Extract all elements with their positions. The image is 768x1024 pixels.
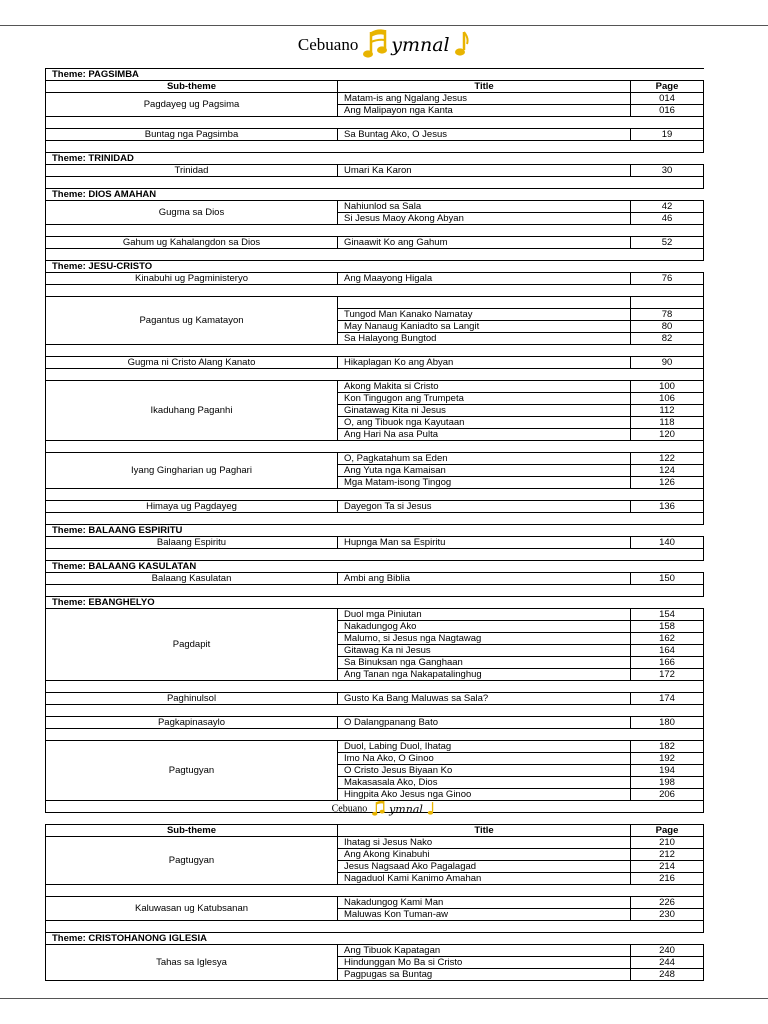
subtheme-cell: Tahas sa Iglesya <box>46 945 338 981</box>
hymn-page: 82 <box>631 333 704 345</box>
subtheme-header: Sub-theme <box>46 825 338 837</box>
hymn-page <box>631 297 704 309</box>
hymn-page: 19 <box>631 129 704 141</box>
bottom-rule <box>0 998 768 999</box>
hymn-title: Matam-is ang Ngalang Jesus <box>338 93 631 105</box>
theme-row <box>46 933 704 945</box>
hymn-page: 016 <box>631 105 704 117</box>
hymnal-logo-small <box>0 800 768 822</box>
hymn-row <box>46 609 704 621</box>
hymn-title: O, ang Tibuok nga Kayutaan <box>338 417 631 429</box>
hymn-page: 166 <box>631 657 704 669</box>
hymn-page: 164 <box>631 645 704 657</box>
hymn-row <box>46 381 704 393</box>
spacer-cell <box>46 489 704 501</box>
hymn-page: 172 <box>631 669 704 681</box>
hymn-title: Sa Buntag Ako, O Jesus <box>338 129 631 141</box>
subtheme-header: Sub-theme <box>46 81 338 93</box>
hymn-row <box>46 945 704 957</box>
hymn-page: 126 <box>631 477 704 489</box>
hymn-title: Duol mga Piniutan <box>338 609 631 621</box>
hymn-row <box>46 501 704 513</box>
hymn-title: Hingpita Ako Jesus nga Ginoo <box>338 789 631 801</box>
subtheme-cell: Kinabuhi ug Pagministeryo <box>46 273 338 285</box>
subtheme-cell: Himaya ug Pagdayeg <box>46 501 338 513</box>
subtheme-cell: Buntag nga Pagsimba <box>46 129 338 141</box>
spacer-cell <box>46 729 704 741</box>
hymn-index-table <box>45 68 704 813</box>
logo-word: Cebuano <box>297 35 359 54</box>
hymn-title: Gusto Ka Bang Maluwas sa Sala? <box>338 693 631 705</box>
spacer-cell <box>46 225 704 237</box>
subtheme-cell: Gahum ug Kahalangdon sa Dios <box>46 237 338 249</box>
hymn-title: Hikaplagan Ko ang Abyan <box>338 357 631 369</box>
hymn-title: Imo Na Ako, O Ginoo <box>338 753 631 765</box>
hymn-title: O, Pagkatahum sa Eden <box>338 453 631 465</box>
hymn-page: 106 <box>631 393 704 405</box>
hymn-row <box>46 741 704 753</box>
spacer-cell <box>46 549 704 561</box>
hymn-title: Gitawag Ka ni Jesus <box>338 645 631 657</box>
title-header: Title <box>338 81 631 93</box>
theme-row <box>46 597 704 609</box>
hymn-title: Ang Malipayon nga Kanta <box>338 105 631 117</box>
theme-heading: Theme: BALAANG ESPIRITU <box>46 525 704 537</box>
hymn-title: Sa Halayong Bungtod <box>338 333 631 345</box>
spacer-cell <box>46 345 704 357</box>
hymn-row <box>46 837 704 849</box>
page-header: Page <box>631 825 704 837</box>
hymn-title: Ang Yuta nga Kamaisan <box>338 465 631 477</box>
logo-script: ymnal <box>389 802 423 816</box>
subtheme-cell: Pagantus ug Kamatayon <box>46 297 338 345</box>
hymn-title: Malumo, si Jesus nga Nagtawag <box>338 633 631 645</box>
spacer-cell <box>46 249 704 261</box>
subtheme-cell: Pagdapit <box>46 609 338 681</box>
hymn-page: 150 <box>631 573 704 585</box>
hymn-page: 198 <box>631 777 704 789</box>
hymn-page: 140 <box>631 537 704 549</box>
theme-row <box>46 525 704 537</box>
hymn-page: 212 <box>631 849 704 861</box>
hymn-page: 124 <box>631 465 704 477</box>
subtheme-cell: Gugma ni Cristo Alang Kanato <box>46 357 338 369</box>
hymn-title: Ang Maayong Higala <box>338 273 631 285</box>
hymn-title: Ginatawag Kita ni Jesus <box>338 405 631 417</box>
hymn-page: 226 <box>631 897 704 909</box>
hymn-row <box>46 201 704 213</box>
spacer-cell <box>46 921 704 933</box>
hymn-row <box>46 237 704 249</box>
music-note-icon <box>363 28 389 62</box>
hymn-row <box>46 453 704 465</box>
hymn-page: 194 <box>631 765 704 777</box>
hymn-title: Mga Matam-isong Tingog <box>338 477 631 489</box>
hymn-page: 30 <box>631 165 704 177</box>
hymn-title: Duol, Labing Duol, Ihatag <box>338 741 631 753</box>
subtheme-cell: Paghinulsol <box>46 693 338 705</box>
subtheme-cell: Balaang Kasulatan <box>46 573 338 585</box>
spacer-row <box>46 177 704 189</box>
hymn-page: 210 <box>631 837 704 849</box>
spacer-cell <box>46 369 704 381</box>
spacer-row <box>46 549 704 561</box>
hymn-row <box>46 273 704 285</box>
hymn-page: 90 <box>631 357 704 369</box>
header-row <box>46 81 704 93</box>
hymn-page: 118 <box>631 417 704 429</box>
hymn-page: 162 <box>631 633 704 645</box>
hymn-title: Hupnga Man sa Espiritu <box>338 537 631 549</box>
hymn-title: Akong Makita si Cristo <box>338 381 631 393</box>
hymn-title: Pagpugas sa Buntag <box>338 969 631 981</box>
spacer-row <box>46 585 704 597</box>
hymn-title <box>338 297 631 309</box>
hymn-page: 180 <box>631 717 704 729</box>
theme-heading: Theme: PAGSIMBA <box>46 69 704 81</box>
hymn-title: Sa Binuksan nga Ganghaan <box>338 657 631 669</box>
spacer-row <box>46 369 704 381</box>
subtheme-cell: Pagkapinasaylo <box>46 717 338 729</box>
hymn-page: 52 <box>631 237 704 249</box>
logo-word: Cebuano <box>331 803 368 815</box>
hymn-page: 158 <box>631 621 704 633</box>
hymn-title: Tungod Man Kanako Namatay <box>338 309 631 321</box>
spacer-row <box>46 885 704 897</box>
theme-heading: Theme: BALAANG KASULATAN <box>46 561 704 573</box>
music-note-icon <box>454 30 470 60</box>
hymn-title: Nakadungog Ako <box>338 621 631 633</box>
hymn-page: 112 <box>631 405 704 417</box>
hymn-title: Hindunggan Mo Ba si Cristo <box>338 957 631 969</box>
hymn-page: 214 <box>631 861 704 873</box>
spacer-cell <box>46 705 704 717</box>
header-row <box>46 825 704 837</box>
spacer-cell <box>46 513 704 525</box>
hymn-title: Makasasala Ako, Dios <box>338 777 631 789</box>
hymn-title: Jesus Nagsaad Ako Pagalagad <box>338 861 631 873</box>
hymn-title: Nahiunlod sa Sala <box>338 201 631 213</box>
hymn-title: O Cristo Jesus Biyaan Ko <box>338 765 631 777</box>
hymn-title: Ang Akong Kinabuhi <box>338 849 631 861</box>
hymn-title: May Nanaug Kaniadto sa Langit <box>338 321 631 333</box>
title-header: Title <box>338 825 631 837</box>
hymn-row <box>46 93 704 105</box>
hymn-page: 42 <box>631 201 704 213</box>
spacer-row <box>46 921 704 933</box>
hymn-row <box>46 165 704 177</box>
hymn-row <box>46 693 704 705</box>
theme-row <box>46 69 704 81</box>
music-note-icon <box>427 801 436 817</box>
hymn-page: 174 <box>631 693 704 705</box>
hymn-page: 122 <box>631 453 704 465</box>
subtheme-cell: Trinidad <box>46 165 338 177</box>
hymn-page: 154 <box>631 609 704 621</box>
hymn-row <box>46 297 704 309</box>
hymn-row <box>46 357 704 369</box>
spacer-cell <box>46 585 704 597</box>
hymn-row <box>46 129 704 141</box>
hymn-page: 206 <box>631 789 704 801</box>
hymn-page: 80 <box>631 321 704 333</box>
spacer-row <box>46 285 704 297</box>
hymn-page: 240 <box>631 945 704 957</box>
hymn-row <box>46 573 704 585</box>
spacer-cell <box>46 885 704 897</box>
spacer-cell <box>46 681 704 693</box>
hymn-page: 192 <box>631 753 704 765</box>
spacer-row <box>46 705 704 717</box>
hymn-page: 120 <box>631 429 704 441</box>
spacer-row <box>46 513 704 525</box>
theme-row <box>46 561 704 573</box>
logo-script: ymnal <box>391 34 450 56</box>
hymn-page: 014 <box>631 93 704 105</box>
hymn-title: Ang Tanan nga Nakapatalinghug <box>338 669 631 681</box>
hymn-title: Si Jesus Maoy Akong Abyan <box>338 213 631 225</box>
spacer-row <box>46 441 704 453</box>
subtheme-cell: Ikaduhang Paganhi <box>46 381 338 441</box>
hymn-title: Ambi ang Biblia <box>338 573 631 585</box>
subtheme-cell: Pagtugyan <box>46 837 338 885</box>
spacer-row <box>46 225 704 237</box>
hymn-row <box>46 537 704 549</box>
hymn-row <box>46 897 704 909</box>
theme-heading: Theme: TRINIDAD <box>46 153 704 165</box>
subtheme-cell: Balaang Espiritu <box>46 537 338 549</box>
hymn-title: Kon Tingugon ang Trumpeta <box>338 393 631 405</box>
page-header: Page <box>631 81 704 93</box>
spacer-cell <box>46 441 704 453</box>
hymn-title: Ang Hari Na asa Pulta <box>338 429 631 441</box>
hymn-title: O Dalangpanang Bato <box>338 717 631 729</box>
music-note-icon <box>372 800 386 818</box>
spacer-cell <box>46 141 704 153</box>
subtheme-cell: Pagtugyan <box>46 741 338 801</box>
theme-heading: Theme: JESU-CRISTO <box>46 261 704 273</box>
hymn-title: Umari Ka Karon <box>338 165 631 177</box>
spacer-cell <box>46 285 704 297</box>
theme-heading: Theme: DIOS AMAHAN <box>46 189 704 201</box>
hymn-title: Dayegon Ta si Jesus <box>338 501 631 513</box>
hymn-title: Maluwas Kon Tuman-aw <box>338 909 631 921</box>
theme-row <box>46 153 704 165</box>
spacer-row <box>46 345 704 357</box>
hymnal-logo <box>0 28 768 68</box>
hymn-title: Ang Tibuok Kapatagan <box>338 945 631 957</box>
hymn-page: 78 <box>631 309 704 321</box>
hymn-page: 76 <box>631 273 704 285</box>
theme-row <box>46 261 704 273</box>
hymn-page: 100 <box>631 381 704 393</box>
spacer-row <box>46 729 704 741</box>
theme-heading: Theme: CRISTOHANONG IGLESIA <box>46 933 704 945</box>
hymn-page: 46 <box>631 213 704 225</box>
hymn-page: 230 <box>631 909 704 921</box>
subtheme-cell: Iyang Gingharian ug Paghari <box>46 453 338 489</box>
subtheme-cell: Kaluwasan ug Katubsanan <box>46 897 338 921</box>
hymn-title: Ginaawit Ko ang Gahum <box>338 237 631 249</box>
spacer-row <box>46 681 704 693</box>
hymn-index-table-continued <box>45 824 704 981</box>
spacer-row <box>46 249 704 261</box>
spacer-cell <box>46 177 704 189</box>
theme-heading: Theme: EBANGHELYO <box>46 597 704 609</box>
hymn-row <box>46 717 704 729</box>
spacer-row <box>46 141 704 153</box>
top-rule <box>0 25 768 26</box>
hymn-page: 182 <box>631 741 704 753</box>
hymn-title: Nakadungog Kami Man <box>338 897 631 909</box>
hymn-title: Ihatag si Jesus Nako <box>338 837 631 849</box>
hymn-page: 216 <box>631 873 704 885</box>
hymn-page: 248 <box>631 969 704 981</box>
hymn-page: 136 <box>631 501 704 513</box>
theme-row <box>46 189 704 201</box>
hymn-title: Nagaduol Kami Kanimo Amahan <box>338 873 631 885</box>
spacer-row <box>46 117 704 129</box>
subtheme-cell: Pagdayeg ug Pagsima <box>46 93 338 117</box>
hymn-page: 244 <box>631 957 704 969</box>
subtheme-cell: Gugma sa Dios <box>46 201 338 225</box>
spacer-cell <box>46 117 704 129</box>
spacer-row <box>46 489 704 501</box>
